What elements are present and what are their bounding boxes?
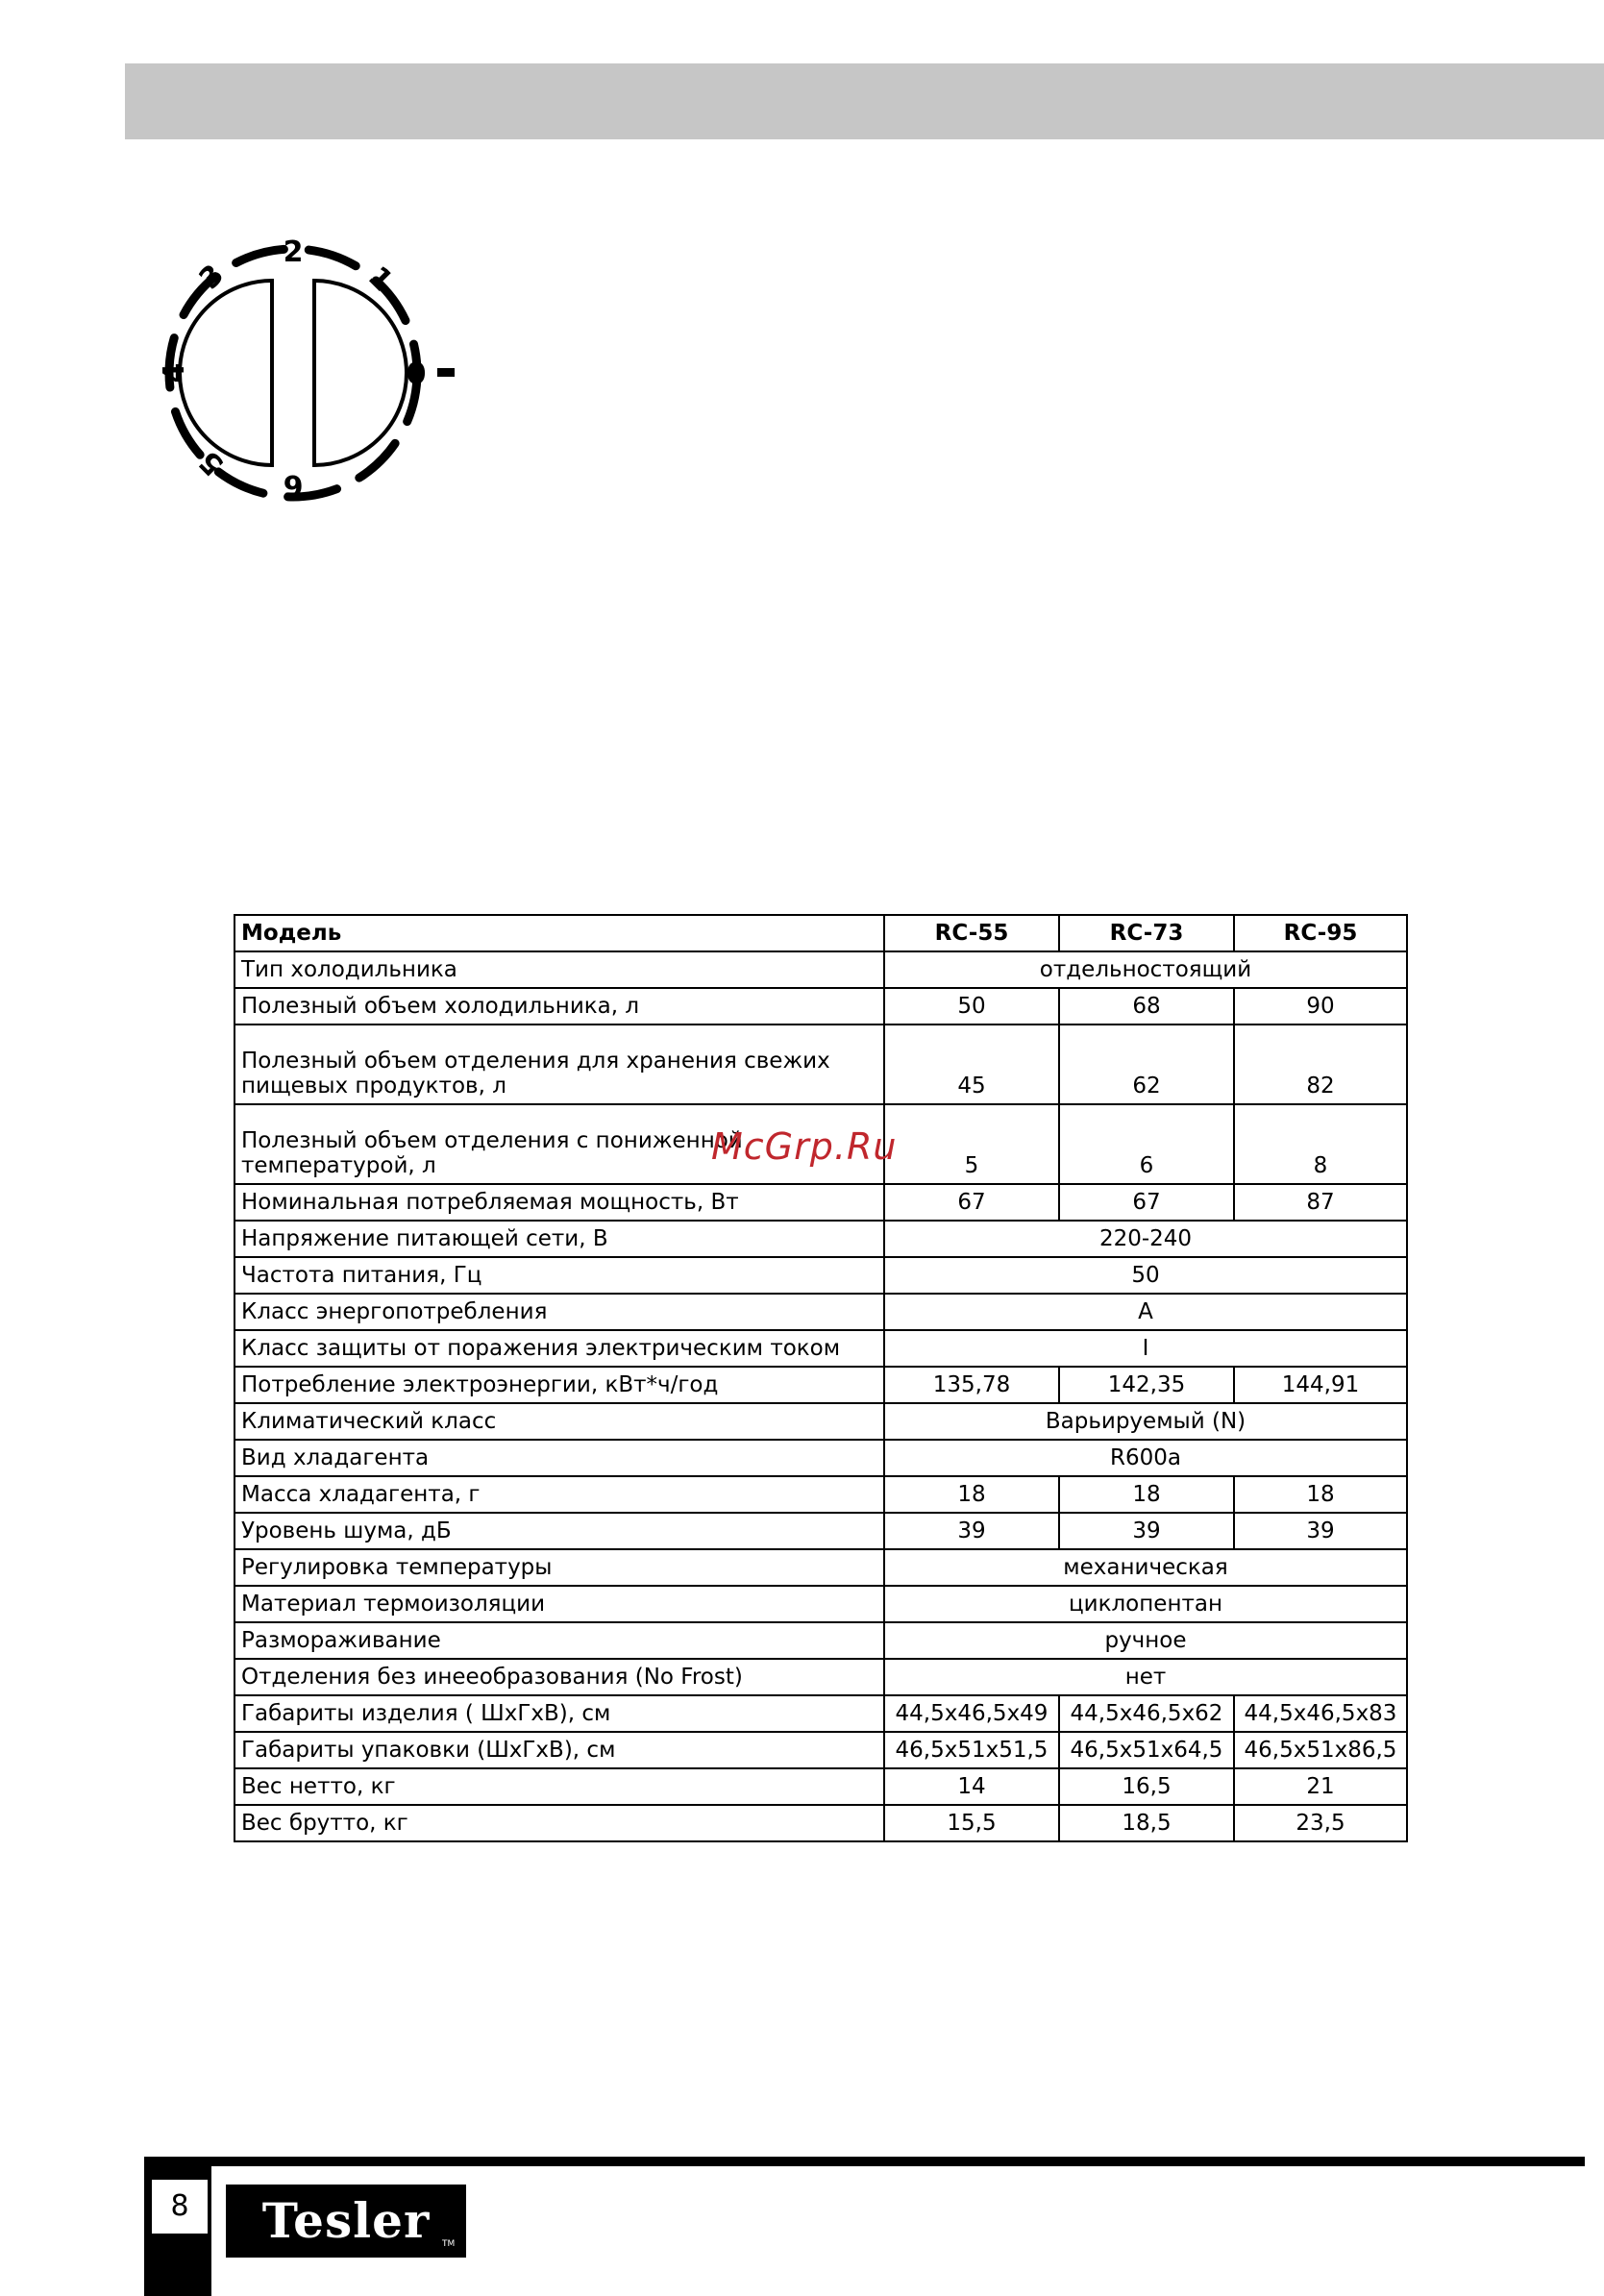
table-header-row [234,915,1407,951]
row-value-rc-95: 8 [1234,1104,1407,1184]
row-label: Вес нетто, кг [234,1768,884,1805]
table-row [234,1695,1407,1732]
row-value-rc-73: 6 [1059,1104,1234,1184]
header-rc-73: RC-73 [1059,915,1234,951]
dial-pointer [437,368,455,377]
row-value-all-models: циклопентан [884,1586,1407,1622]
row-value-rc-95: 23,5 [1234,1805,1407,1841]
row-label: Материал термоизоляции [234,1586,884,1622]
row-label: Вес брутто, кг [234,1805,884,1841]
table-row [234,1257,1407,1294]
row-value-rc-73: 44,5x46,5x62 [1059,1695,1234,1732]
row-value-rc-95: 90 [1234,988,1407,1025]
row-label: Полезный объем холодильника, л [234,988,884,1025]
row-label: Тип холодильника [234,951,884,988]
dial-label-1: 1 [360,259,400,299]
dial-label-0: 0 [406,358,427,391]
row-value-rc-55: 18 [884,1476,1059,1513]
table-row [234,1367,1407,1403]
thermostat-dial-icon [149,229,471,517]
dial-label-6: 6 [283,468,304,502]
row-value-rc-73: 16,5 [1059,1768,1234,1805]
row-value-all-models: ручное [884,1622,1407,1659]
table-row [234,988,1407,1025]
row-label: Полезный объем отделения с пониженной температурой, л [234,1104,884,1184]
watermark: McGrp.Ru [711,1125,898,1168]
row-value-rc-55: 5 [884,1104,1059,1184]
specifications-table-body [234,915,1407,1841]
row-value-all-models: механическая [884,1549,1407,1586]
row-label: Масса хладагента, г [234,1476,884,1513]
row-label: Полезный объем отделения для хранения свежих пищевых продуктов, л [234,1025,884,1104]
row-value-all-models: отдельностоящий [884,951,1407,988]
row-value-rc-95: 44,5x46,5x83 [1234,1695,1407,1732]
table-row [234,1659,1407,1695]
row-value-rc-95: 87 [1234,1184,1407,1221]
row-label: Уровень шума, дБ [234,1513,884,1549]
dial-left-half [180,281,272,465]
row-value-rc-73: 18 [1059,1476,1234,1513]
row-label: Класс энергопотребления [234,1294,884,1330]
table-row [234,1513,1407,1549]
table-row [234,1622,1407,1659]
row-label: Габариты упаковки (ШхГхВ), см [234,1732,884,1768]
table-row [234,1440,1407,1476]
table-row [234,1586,1407,1622]
logo-trademark: TM [442,2239,456,2249]
row-value-all-models: 50 [884,1257,1407,1294]
row-label: Габариты изделия ( ШхГхВ), см [234,1695,884,1732]
table-row [234,1476,1407,1513]
row-value-rc-95: 18 [1234,1476,1407,1513]
row-value-rc-73: 18,5 [1059,1805,1234,1841]
dial-label-3: 3 [192,258,232,297]
row-value-rc-55: 67 [884,1184,1059,1221]
row-label: Регулировка температуры [234,1549,884,1586]
row-value-rc-73: 46,5x51x64,5 [1059,1732,1234,1768]
row-label: Частота питания, Гц [234,1257,884,1294]
table-row [234,1732,1407,1768]
row-value-all-models: нет [884,1659,1407,1695]
table-row [234,1025,1407,1104]
row-label: Отделения без инеeобразования (No Frost) [234,1659,884,1695]
dial-right-half [314,281,407,465]
row-value-all-models: A [884,1294,1407,1330]
row-label: Потребление электроэнергии, кВт*ч/год [234,1367,884,1403]
table-row [234,1221,1407,1257]
row-value-rc-55: 46,5x51x51,5 [884,1732,1059,1768]
row-label: Климатический класс [234,1403,884,1440]
footer-rule [144,2157,1585,2166]
row-value-rc-95: 46,5x51x86,5 [1234,1732,1407,1768]
row-value-rc-55: 44,5x46,5x49 [884,1695,1059,1732]
row-label: Класс защиты от поражения электрическим током [234,1330,884,1367]
row-value-rc-55: 39 [884,1513,1059,1549]
page-number: 8 [152,2180,208,2234]
row-value-rc-55: 15,5 [884,1805,1059,1841]
header-rc-95: RC-95 [1234,915,1407,951]
row-value-all-models: I [884,1330,1407,1367]
table-row [234,951,1407,988]
dial-label-2: 2 [283,235,304,269]
table-row [234,1768,1407,1805]
row-value-all-models: Варьируемый (N) [884,1403,1407,1440]
table-row [234,1403,1407,1440]
row-value-all-models: 220-240 [884,1221,1407,1257]
row-value-rc-73: 68 [1059,988,1234,1025]
table-row [234,1805,1407,1841]
header-rc-55: RC-55 [884,915,1059,951]
row-value-rc-95: 21 [1234,1768,1407,1805]
row-label: Номинальная потребляемая мощность, Вт [234,1184,884,1221]
row-value-rc-55: 45 [884,1025,1059,1104]
row-value-rc-95: 39 [1234,1513,1407,1549]
row-value-rc-95: 144,91 [1234,1367,1407,1403]
table-row [234,1330,1407,1367]
row-value-rc-73: 67 [1059,1184,1234,1221]
row-value-all-models: R600a [884,1440,1407,1476]
dial-label-5: 5 [192,443,232,482]
row-label: Напряжение питающей сети, В [234,1221,884,1257]
table-row [234,1549,1407,1586]
row-label: Размораживание [234,1622,884,1659]
row-value-rc-95: 82 [1234,1025,1407,1104]
row-value-rc-73: 142,35 [1059,1367,1234,1403]
row-value-rc-55: 135,78 [884,1367,1059,1403]
dial-label-4: 4 [158,362,191,383]
row-label: Вид хладагента [234,1440,884,1476]
row-value-rc-55: 50 [884,988,1059,1025]
brand-logo: Tesler [226,2185,466,2258]
table-row [234,1294,1407,1330]
row-value-rc-55: 14 [884,1768,1059,1805]
row-value-rc-73: 62 [1059,1025,1234,1104]
row-value-rc-73: 39 [1059,1513,1234,1549]
specifications-table [234,914,1408,1842]
header-model: Модель [234,915,884,951]
table-row [234,1184,1407,1221]
header-band [125,63,1604,139]
